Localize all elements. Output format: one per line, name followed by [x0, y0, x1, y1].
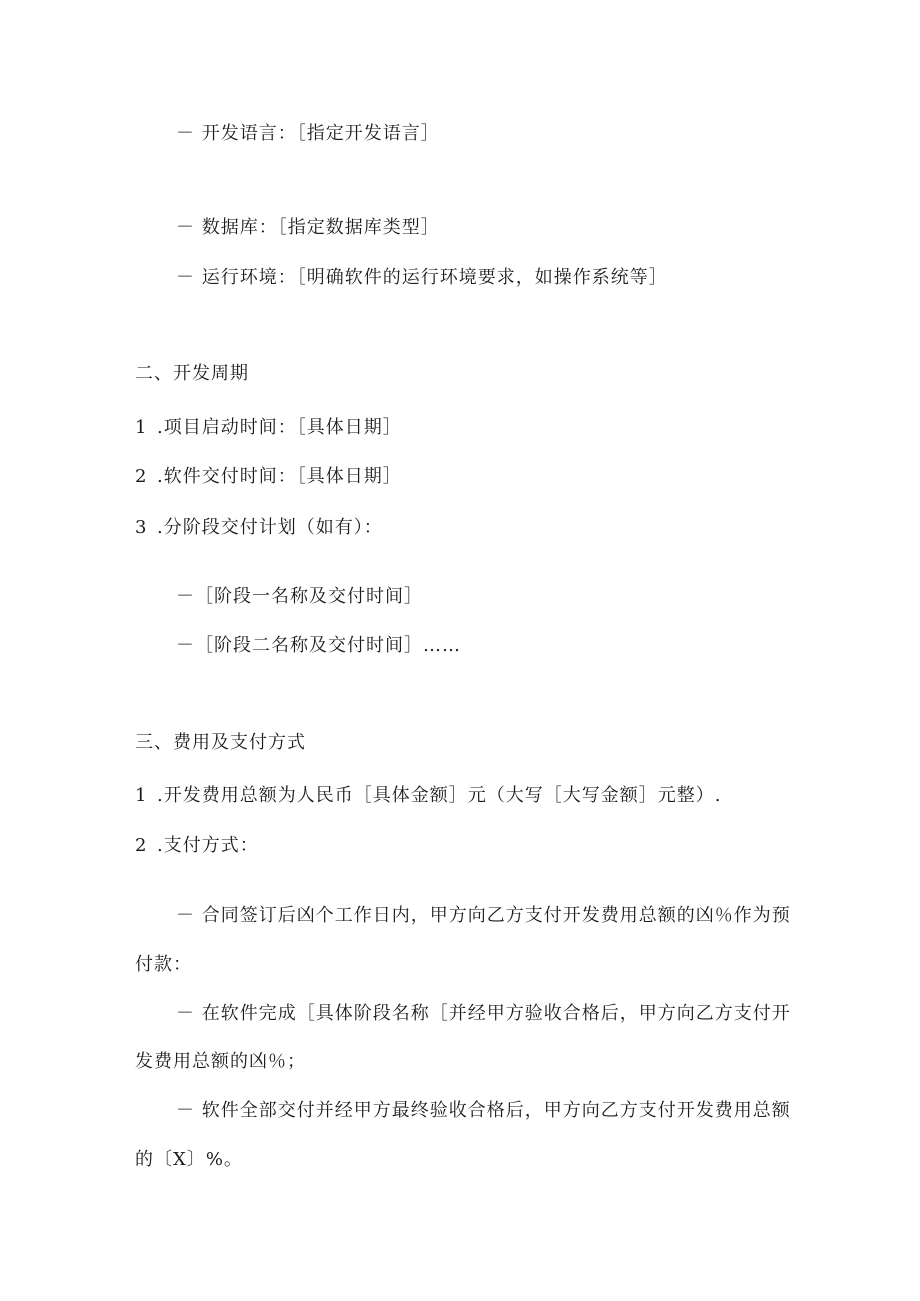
section-heading-fees: 三、费用及支付方式 — [135, 732, 306, 753]
list-item-phased-plan — [135, 516, 383, 540]
item-text: .项目启动时间：［具体日期］ — [157, 417, 402, 438]
list-item-delivery-date — [135, 465, 402, 489]
payment-item-2-line1: － 在软件完成［具体阶段名称［并经甲方验收合格后，甲方向乙方支付开 — [176, 1003, 791, 1024]
item-number: 1 — [135, 417, 148, 438]
payment-item-1-line1: － 合同签订后凶个工作日内，甲方向乙方支付开发费用总额的凶％作为预 — [176, 905, 791, 926]
item-number: 2 — [135, 835, 148, 856]
tech-item-environment: － 运行环境：［明确软件的运行环境要求，如操作系统等］ — [176, 267, 668, 288]
payment-item-2-line2: 发费用总额的凶％； — [135, 1051, 306, 1072]
payment-item-3-line1: － 软件全部交付并经甲方最终验收合格后，甲方向乙方支付开发费用总额 — [176, 1100, 791, 1121]
list-item-start-date — [135, 416, 402, 440]
item-number: 3 — [135, 517, 148, 538]
list-item-payment-method — [135, 834, 259, 858]
item-text: .开发费用总额为人民币［具体金额］元（大写［大写金额］元整）. — [157, 785, 722, 806]
item-number: 1 — [135, 785, 148, 806]
section-heading-dev-cycle: 二、开发周期 — [135, 363, 249, 384]
list-item-total-fee — [135, 784, 721, 808]
payment-item-1-line2: 付款： — [135, 954, 192, 975]
item-text: .支付方式： — [157, 835, 259, 856]
tech-item-database: － 数据库：［指定数据库类型］ — [176, 217, 440, 238]
item-text: .分阶段交付计划（如有）： — [157, 517, 383, 538]
item-number: 2 — [135, 466, 148, 487]
payment-item-3-line2: 的〔X〕%。 — [135, 1149, 243, 1170]
phase-item-1: －［阶段一名称及交付时间］ — [176, 586, 423, 607]
phase-item-2: －［阶段二名称及交付时间］…… — [176, 635, 461, 656]
tech-item-language: － 开发语言：［指定开发语言］ — [176, 123, 440, 144]
item-text: .软件交付时间：［具体日期］ — [157, 466, 402, 487]
